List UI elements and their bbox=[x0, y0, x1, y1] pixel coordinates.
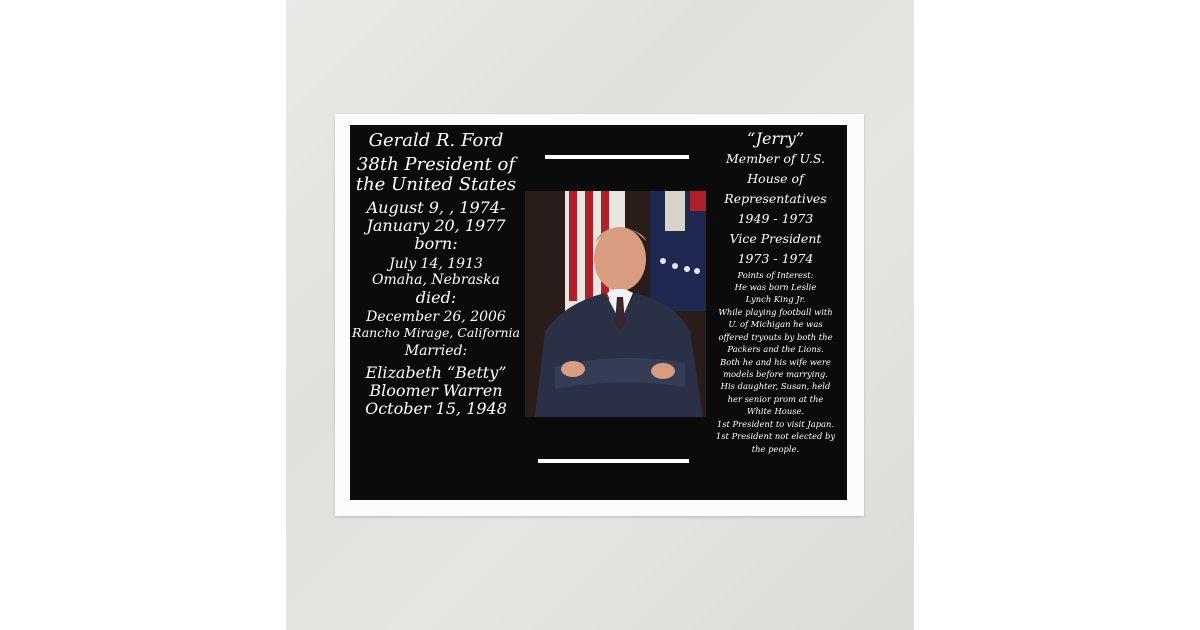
died-date: December 26, 2006 bbox=[366, 309, 506, 326]
interest-line: While playing football with bbox=[718, 306, 833, 317]
interest-line: Lynch King Jr. bbox=[745, 294, 806, 305]
postcard-panel bbox=[350, 125, 847, 500]
interest-line: He was born Leslie bbox=[734, 281, 817, 292]
office-line: 1973 - 1974 bbox=[737, 250, 814, 266]
born-date: July 14, 1913 bbox=[389, 256, 483, 273]
interest-line: 1st President not elected by bbox=[715, 431, 836, 442]
biography-column bbox=[350, 131, 522, 418]
office-line: Vice President bbox=[729, 230, 822, 246]
president-name: Gerald R. Ford bbox=[368, 130, 504, 151]
career-column bbox=[706, 129, 845, 455]
top-divider bbox=[545, 155, 689, 159]
points-of-interest-label: Points of Interest: bbox=[737, 269, 814, 280]
spouse-name-line2: Bloomer Warren bbox=[369, 380, 503, 400]
office-line: 1949 - 1973 bbox=[737, 210, 814, 226]
interest-line: models before marrying. bbox=[723, 369, 828, 380]
office-line: House of bbox=[747, 170, 804, 186]
office-line: Representatives bbox=[724, 190, 827, 206]
office-line: Member of U.S. bbox=[726, 150, 825, 166]
interest-line: White House. bbox=[746, 406, 805, 417]
interest-line: offered tryouts by both the bbox=[718, 331, 833, 342]
interest-line: her senior prom at the bbox=[727, 393, 824, 404]
presidency-number-line1: 38th President of bbox=[356, 154, 516, 176]
term-start: August 9, , 1974- bbox=[366, 198, 506, 218]
married-date: October 15, 1948 bbox=[365, 398, 507, 418]
married-label: Married: bbox=[404, 343, 468, 360]
died-label: died: bbox=[415, 287, 457, 307]
interest-line: the people. bbox=[751, 443, 800, 454]
term-end: January 20, 1977 bbox=[366, 216, 506, 236]
president-portrait bbox=[525, 191, 706, 417]
portrait-image bbox=[525, 191, 706, 417]
presidency-number-line2: the United States bbox=[355, 174, 517, 196]
bottom-divider bbox=[538, 459, 689, 463]
interest-line: His daughter, Susan, held bbox=[720, 381, 831, 392]
interest-line: Both he and his wife were bbox=[720, 356, 831, 367]
born-place: Omaha, Nebraska bbox=[372, 271, 500, 288]
interest-line: 1st President to visit Japan. bbox=[716, 418, 835, 429]
nickname: “Jerry” bbox=[747, 129, 804, 148]
interest-line: Packers and the Lions. bbox=[727, 344, 824, 355]
spouse-name-line1: Elizabeth “Betty” bbox=[365, 362, 507, 382]
died-place: Rancho Mirage, California bbox=[352, 325, 520, 341]
interest-line: U. of Michigan he was bbox=[728, 319, 823, 330]
born-label: born: bbox=[414, 234, 458, 254]
